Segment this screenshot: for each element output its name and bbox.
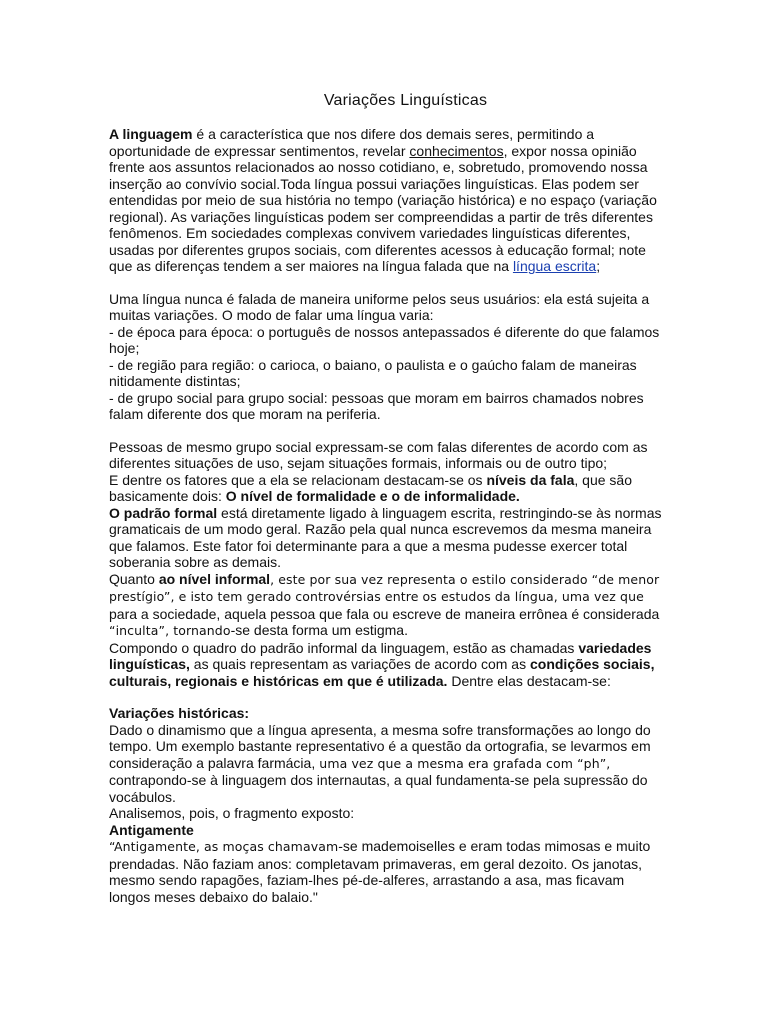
historical-paragraph [109, 705, 664, 905]
intro-text-1: é a característica que nos difere dos demais seres, permitindo a oportunidade de expressar sentimentos, revelar [109, 126, 595, 159]
varieties-text-2: as quais representam as variações de acordo com as [189, 656, 530, 672]
antigamente-heading: Antigamente [109, 821, 194, 838]
variation-paragraph [109, 291, 664, 423]
varieties-bold: condições sociais, culturais, regionais e históricas em que é utilizada. [109, 656, 655, 689]
historical-text-1: Dado o dinamismo que a língua apresenta, a mesma sofre transformações ao longo do tempo. Um exemplo bastante representativo é a questão da ortografia, se levarmos em consideração a palavra farmácia, [109, 721, 651, 771]
variation-item-social: - de grupo social para grupo social: pessoas que moram em bairros chamados nobres falam diferente dos que moram na periferia. [109, 389, 644, 422]
levels-text-1: Pessoas de mesmo grupo social expressam-se com falas diferentes de acordo com as diferentes situações de uso, sejam situações formais, informais ou de outro tipo; [109, 438, 648, 471]
informal-text-5: -se desta forma um estigma. [230, 622, 408, 638]
link-conhecimentos[interactable]: conhecimentos [409, 142, 504, 159]
varieties-term: variedades linguísticas, [109, 639, 652, 672]
intro-text-2: , expor nossa opinião frente aos assuntos relacionados ao nosso cotidiano, e, sobretudo, promovendo nossa inserção ao convívio social.Toda língua possui variações linguísticas. Elas podem ser entendidas por meio de sua história no tempo (variação histórica) e no espaço (variação regional). As variações linguísticas podem ser compreendidas a partir de três diferentes fenômenos. Em sociedades complexas convivem variedades linguísticas diferentes, usadas por diferentes grupos sociais, com diferentes acessos à educação formal; note que as diferenças tendem a ser maiores na língua falada que na [109, 142, 657, 274]
informal-term: ao nível informal [158, 570, 271, 587]
variation-item-region: - de região para região: o carioca, o baiano, o paulista e o gaúcho falam de maneiras nitidamente distintas; [109, 356, 637, 389]
intro-paragraph [109, 126, 664, 275]
quote-text-2: -se mademoiselles e eram todas mimosas e muito prendadas. Não faziam anos: completavam primaveras, em geral dezoito. Os janotas, mesmo sendo rapagões, faziam-lhes pé-de-alferes, arrastando a asa, mas ficavam longos meses debaixo do balaio." [109, 838, 651, 905]
formal-term: O padrão formal [109, 504, 218, 521]
formal-text: está diretamente ligado à linguagem escrita, restringindo-se às normas gramaticais de um modo geral. Razão pela qual nunca escrevemos da mesma maneira que falamos. Este fator foi determinante para a que a mesma pudesse exercer total soberania sobre as demais. [109, 504, 662, 570]
lead-term: A linguagem [109, 126, 193, 142]
quote-text-1: “Antigamente, as moças chamavam [109, 839, 339, 854]
varieties-text-3: Dentre elas destacam-se: [447, 672, 611, 689]
variation-intro: Uma língua nunca é falada de maneira uniforme pelos seus usuários: ela está sujeita a muitas variações. O modo de falar uma língua varia: [109, 290, 650, 323]
variation-item-epoch: - de época para época: o português de nossos antepassados é diferente do que falamos hoje; [109, 323, 660, 356]
historical-text-3: contrapondo-se à linguagem dos internautas, a qual fundamenta-se pela supressão do vocábulos. [109, 772, 648, 805]
document-page [109, 92, 664, 905]
informal-text-2: , este por sua vez representa o estilo considerado “de menor prestígio”, e isto tem gerado controvérsias entre os estudos da língua, uma vez que [109, 571, 660, 604]
levels-text-2: E dentre os fatores que a ela se relacionam destacam-se os [109, 471, 487, 488]
informal-text-1: Quanto [109, 570, 159, 587]
levels-bold-1: níveis da fala [486, 471, 575, 488]
historical-text-2: uma vez que a mesma era grafada com “ph”, [315, 755, 611, 771]
levels-paragraph [109, 439, 664, 690]
historical-heading: Variações históricas: [109, 705, 250, 721]
levels-text-3: , que são basicamente dois: [109, 471, 632, 504]
informal-text-3: para a sociedade, aquela pessoa que fala ou escreve de maneira errônea é considerada [109, 605, 660, 622]
link-lingua-escrita[interactable]: língua escrita [512, 258, 597, 274]
informal-text-4: “inculta”, tornando [109, 623, 231, 638]
levels-bold-2: O nível de formalidade e o de informalidade. [225, 488, 520, 504]
historical-text-4: Analisemos, pois, o fragmento exposto: [109, 805, 355, 821]
varieties-text-1: Compondo o quadro do padrão informal da linguagem, estão as chamadas [109, 639, 579, 656]
intro-text-3: ; [596, 258, 601, 274]
document-title: Variações Linguísticas [323, 92, 488, 109]
